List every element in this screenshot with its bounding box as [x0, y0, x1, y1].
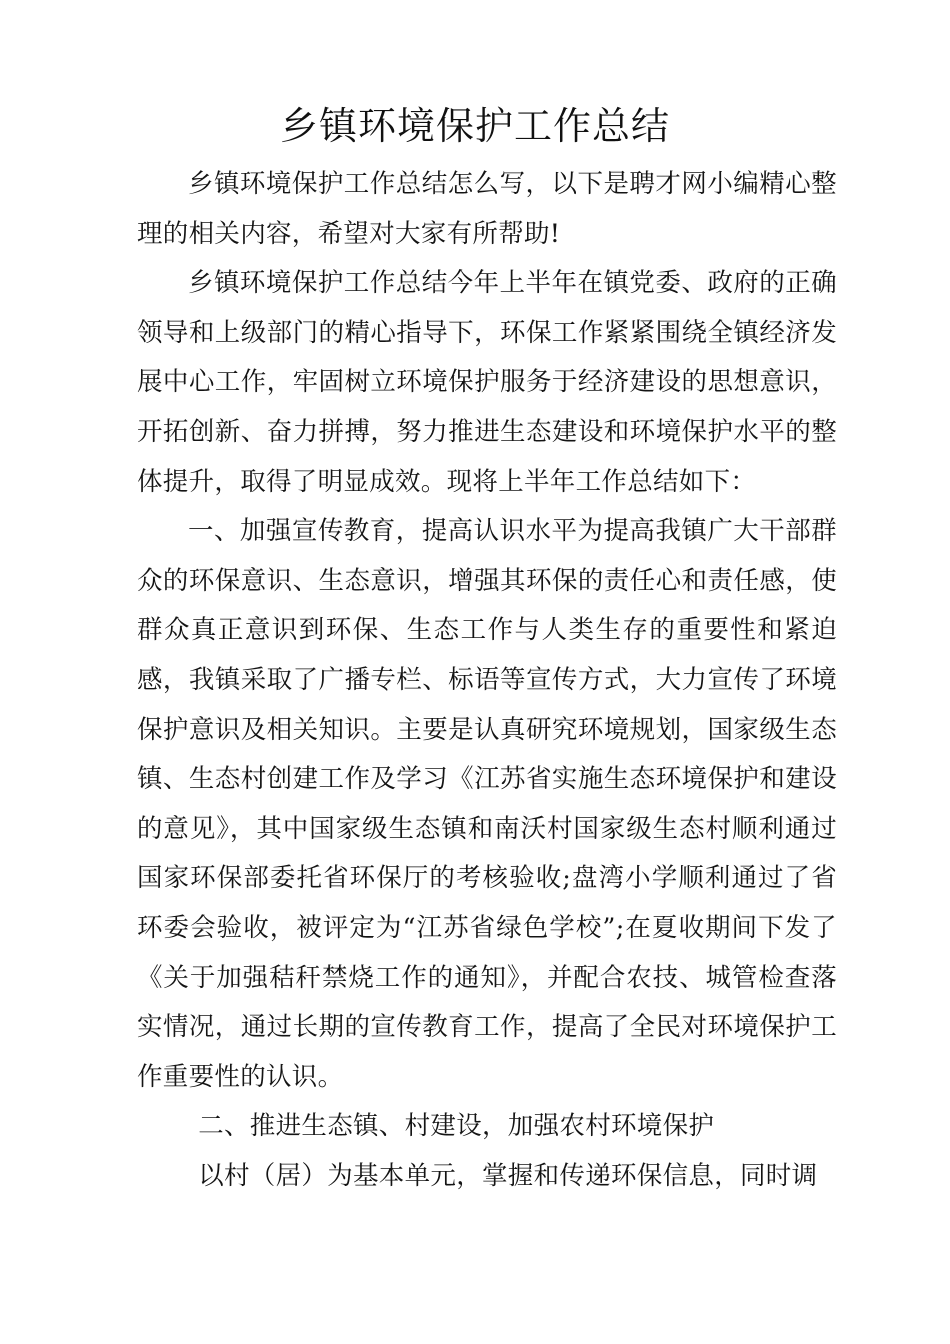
summary-paragraph: 乡镇环境保护工作总结今年上半年在镇党委、政府的正确领导和上级部门的精心指导下，环保工作紧紧围绕全镇经济发展中心工作，牢固树立环境保护服务于经济建设的思想意识，开拓创新、奋力拼搏，努力推进生态建设和环境保护水平的整体提升，取得了明显成效。现将上半年工作总结如下：	[137, 268, 837, 497]
section-two-paragraph: 以村（居）为基本单元，掌握和传递环保信息，同时调	[198, 1160, 818, 1191]
section-one-paragraph: 一、加强宣传教育，提高认识水平为提高我镇广大干部群众的环保意识、生态意识，增强其环保的责任心和责任感，使群众真正意识到环保、生态工作与人类生存的重要性和紧迫感，我镇采取了广播专栏、标语等宣传方式，大力宣传了环境保护意识及相关知识。主要是认真研究环境规划，国家级生态镇、生态村创建工作及学习《江苏省实施生态环境保护和建设的意见》，其中国家级生态镇和南沃村国家级生态村顺利通过国家环保部委托省环保厅的考核验收;盘湾小学顺利通过了省环委会验收，被评定为“江苏省绿色学校”;在夏收期间下发了《关于加强秸秆禁烧工作的通知》，并配合农技、城管检查落实情况，通过长期的宣传教育工作，提高了全民对环境保护工作重要性的认识。	[137, 516, 837, 1092]
section-two-heading: 二、推进生态镇、村建设，加强农村环境保护	[198, 1111, 715, 1142]
intro-paragraph: 乡镇环境保护工作总结怎么写，以下是聘才网小编精心整理的相关内容，希望对大家有所帮助!	[137, 169, 837, 249]
document-title: 乡镇环境保护工作总结	[279, 104, 670, 148]
document-body	[137, 160, 837, 1201]
